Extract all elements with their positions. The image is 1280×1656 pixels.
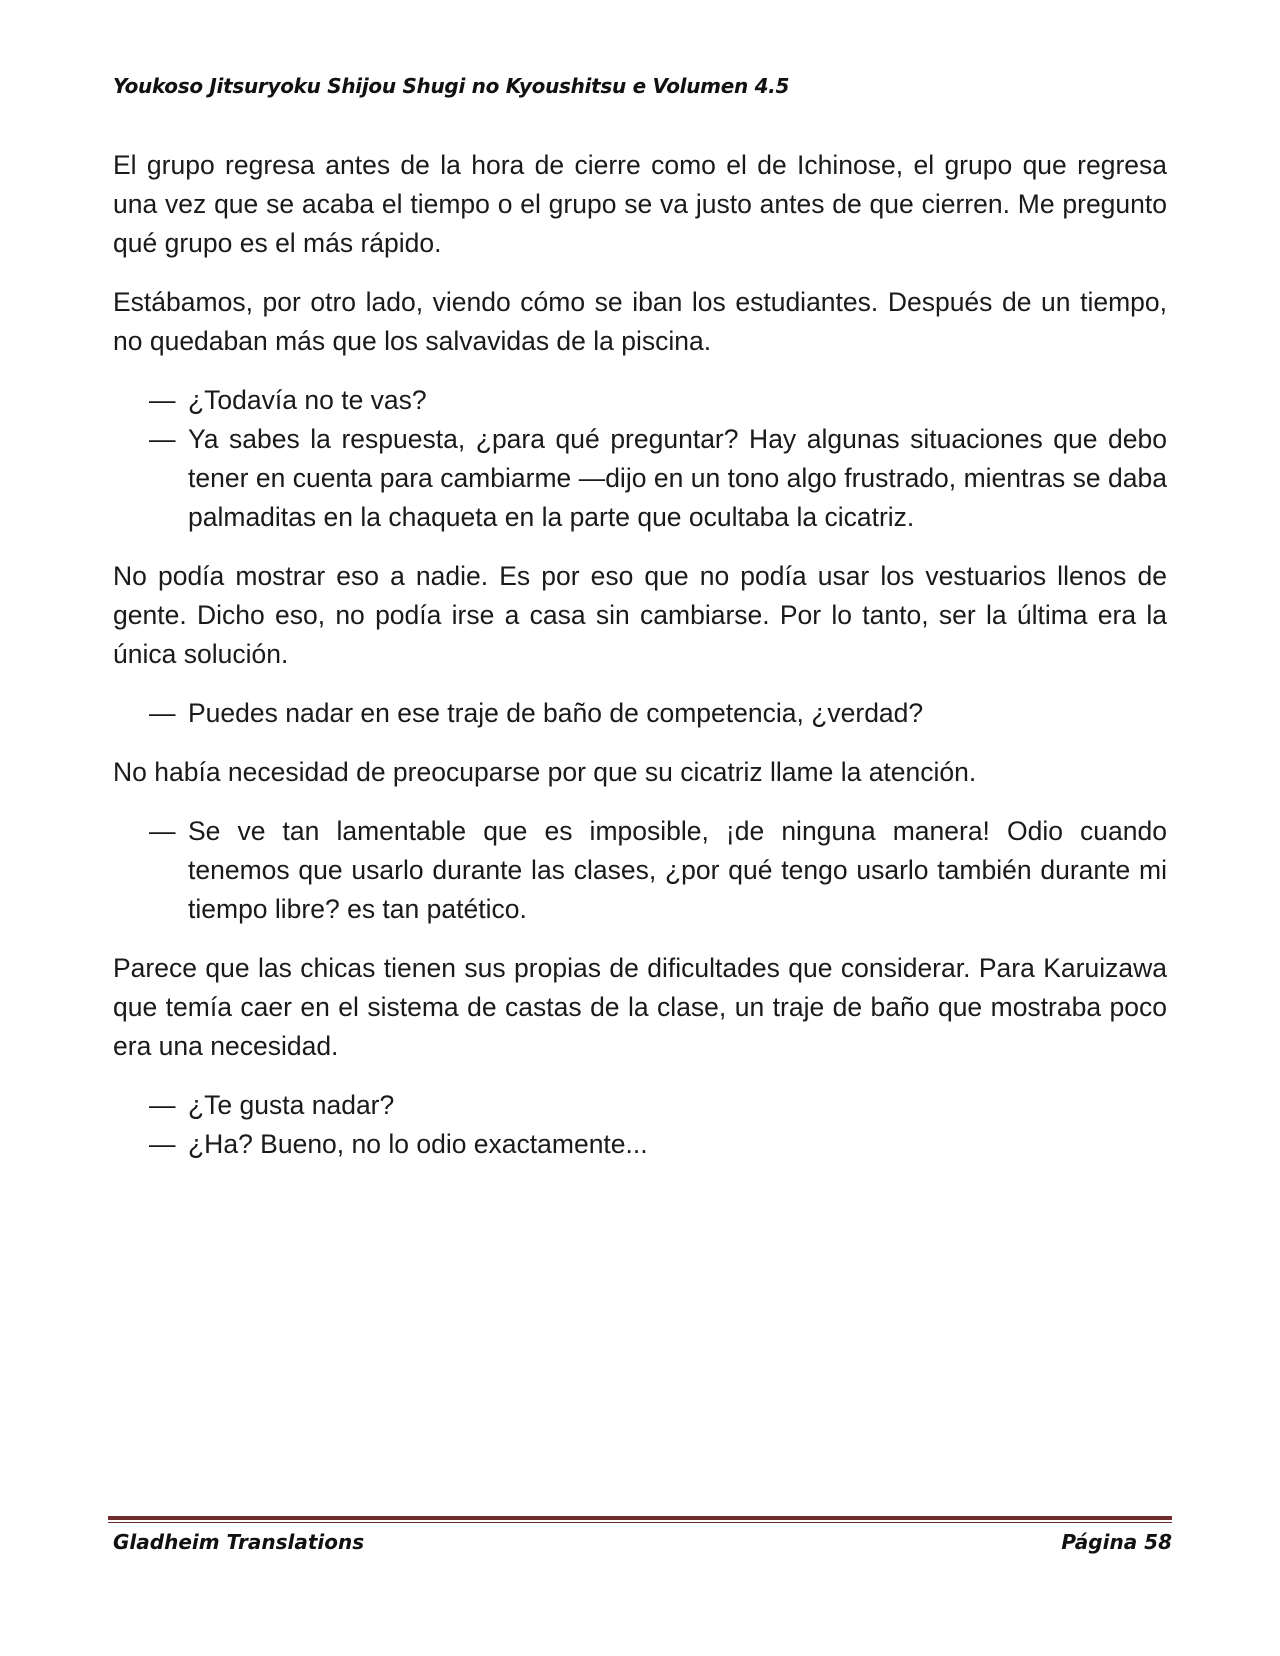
dialogue-line xyxy=(113,812,1167,929)
dialogue-block xyxy=(113,694,1167,733)
dialogue-line xyxy=(113,420,1167,537)
dialogue-line xyxy=(113,694,1167,733)
footer-publisher: Gladheim Translations xyxy=(113,1530,365,1554)
dialogue-block xyxy=(113,381,1167,537)
dialogue-text: ¿Ha? Bueno, no lo odio exactamente... xyxy=(188,1129,648,1159)
footer-page-number: Página 58 xyxy=(1061,1530,1172,1554)
dialogue-text: ¿Todavía no te vas? xyxy=(188,385,427,415)
paragraph: No podía mostrar eso a nadie. Es por eso que no podía usar los vestuarios llenos de gente. Dicho eso, no podía irse a casa sin cambiarse. Por lo tanto, ser la última era la única solución. xyxy=(113,561,1167,669)
dialogue-line xyxy=(113,381,1167,420)
paragraph: Estábamos, por otro lado, viendo cómo se iban los estudiantes. Después de un tiempo, no quedaban más que los salvavidas de la piscina. xyxy=(113,287,1167,356)
footer-divider xyxy=(108,1516,1172,1523)
dialogue-text: ¿Te gusta nadar? xyxy=(188,1090,395,1120)
dialogue-text: Se ve tan lamentable que es imposible, ¡de ninguna manera! Odio cuando tenemos que usarlo durante las clases, ¿por qué tengo usarlo también durante mi tiempo libre? es tan patético. xyxy=(188,816,1167,924)
dialogue-line xyxy=(113,1086,1167,1125)
em-dash: — xyxy=(149,698,176,728)
em-dash: — xyxy=(149,1090,176,1120)
em-dash: — xyxy=(149,385,176,415)
footer-divider-thin xyxy=(108,1522,1172,1523)
dialogue-block xyxy=(113,1086,1167,1164)
paragraph: No había necesidad de preocuparse por que su cicatriz llame la atención. xyxy=(113,757,977,787)
dialogue-text: Puedes nadar en ese traje de baño de competencia, ¿verdad? xyxy=(188,698,924,728)
paragraph: Parece que las chicas tienen sus propias de dificultades que considerar. Para Karuizawa que temía caer en el sistema de castas de la clase, un traje de baño que mostraba poco era una necesidad. xyxy=(113,953,1167,1061)
dialogue-block xyxy=(113,812,1167,929)
dialogue-line xyxy=(113,1125,1167,1164)
page-header-title: Youkoso Jitsuryoku Shijou Shugi no Kyoushitsu e Volumen 4.5 xyxy=(113,74,790,98)
em-dash: — xyxy=(149,1129,176,1159)
em-dash: — xyxy=(149,424,176,454)
em-dash: — xyxy=(149,816,176,846)
page-content xyxy=(113,146,1167,1184)
paragraph: El grupo regresa antes de la hora de cierre como el de Ichinose, el grupo que regresa una vez que se acaba el tiempo o el grupo se va justo antes de que cierren. Me pregunto qué grupo es el más rápido. xyxy=(113,150,1167,258)
dialogue-text: Ya sabes la respuesta, ¿para qué preguntar? Hay algunas situaciones que debo tener en cuenta para cambiarme —dijo en un tono algo frustrado, mientras se daba palmaditas en la chaqueta en la parte que ocultaba la cicatriz. xyxy=(188,424,1167,532)
footer-divider-thick xyxy=(108,1516,1172,1520)
